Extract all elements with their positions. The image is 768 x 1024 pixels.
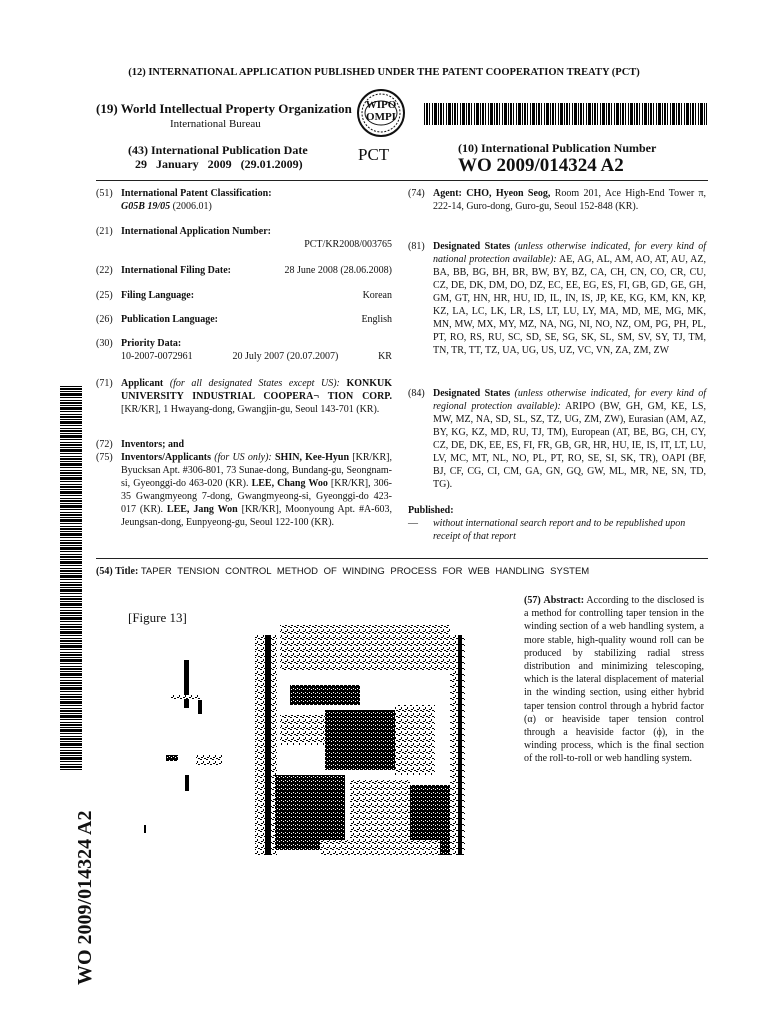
designated-states-national: (81) Designated States (unless otherwise indicated, for every kind of national protection available): AE, AG, AL, AM, AO, AT, AU, AZ, BA, BB, BG, BH, BR, BW, BY, BZ, CA, CH, CN, CO, CR, CU, CZ, DE, DK, DM, DO, DZ, EC, EE, EG, ES, FI, GB, GD, GE, GH, GM, GT, HN, HR, HU, ID, IL, IN, IS, JP, KE, KG, KM, KN, KP, KZ, LA, LC, LK, LR, LS, LT, LU, LY, MA, MD, ME, MG, MK, MN, MW, MX, MY, MZ, NA, NG, NI, NO, NZ, OM, PG, PH, PL, PT, RO, RS, RU, SC, SD, SE, SG, SK, SL, SM, SV, SY, TJ, TM, TN, TR, TT, TZ, UA, UG, US, UZ, VC, VN, ZA, ZM, ZW — [408, 241, 706, 356]
vertical-publication-number: WO 2009/014324 A2 — [74, 810, 96, 985]
title-rule — [96, 558, 708, 559]
pub-number-value: WO 2009/014324 A2 — [458, 155, 624, 176]
ipc-entry: (51) International Patent Classification: G05B 19/05 (2006.01) — [96, 188, 272, 212]
abstract-block: (57) Abstract: According to the disclosed is a method for controlling taper tension in the winding section of a web handling system, a more stable, high-quality wound roll can be produced by stabilizing radial stress distribution and minimizing telescoping, which is the lateral displacement of material in the winding section, using either hybrid taper tension control through a hybrid factor (α) or heaviside taper tension control through a heaviside factor (ϕ), in the winding process, which is the final section of the roll-to-roll or web handling system. — [524, 595, 705, 765]
title-entry: (54) Title: TAPER TENSION CONTROL METHOD OF WINDING PROCESS FOR WEB HANDLING SYSTEM — [96, 566, 590, 577]
published-entry: Published: — without international search report and to be republished upon receipt of that report — [408, 505, 686, 542]
application-number-entry: (21) International Application Number: PCT/KR2008/003765 — [96, 226, 392, 250]
designated-states-regional: (84) Designated States (unless otherwise indicated, for every kind of regional protection available): ARIPO (BW, GH, GM, KE, LS, MW, MZ, NA, SD, SL, SZ, TZ, UG, ZM, ZW), Eurasian (AM, AZ, BY, KG, KZ, MD, RU, TJ, TM), European (AT, BE, BG, CH, CY, CZ, DE, DK, EE, ES, FI, FR, GB, GR, HR, HU, IE, IS, IT, LT, LU, LV, MC, MT, NL, NO, PL, PT, RO, SE, SI, SK, TR), OAPI (BF, BJ, CF, CG, CI, CM, GA, GN, GQ, GW, ML, MR, NE, SN, TD, TG). — [408, 388, 706, 490]
applicant-entry: (71) Applicant (for all designated States except US): KONKUK UNIVERSITY INDUSTRIAL COOPERA¬ TION CORP. [KR/KR], 1 Hwayang-dong, Gwangjin-gu, Seoul 143-701 (KR). — [96, 378, 393, 415]
logo-text-top: WIPO — [365, 99, 397, 111]
wipo-logo — [356, 88, 406, 138]
pct-label: PCT — [358, 145, 390, 164]
priority-entry: (30) Priority Data: 10-2007-0072961 20 July 2007 (20.07.2007) KR — [96, 338, 392, 362]
org-number: (19) — [96, 101, 118, 116]
inventors-applicants-entry: (75) Inventors/Applicants (for US only): SHIN, Kee-Hyun [KR/KR], Byucksan Apt. #306-801, 73 Sunae-dong, Bundang-gu, Seongnam-si, Gyeonggi-do 463-020 (KR). LEE, Chang Woo [KR/KR], 306-35 Gwangmyeong 7-dong, Gwangmyeong-si, Gyeonggi-do 423-017 (KR). LEE, Jang Won [KR/KR], Moonyoung Apt. #A-603, Jeungsan-dong, Eunpyeong-gu, Seoul 122-100 (KR). — [96, 452, 393, 528]
top-barcode — [424, 103, 707, 125]
logo-text-bottom: OMPI — [366, 111, 396, 123]
treaty-line: (12) INTERNATIONAL APPLICATION PUBLISHED UNDER THE PATENT COOPERATION TREATY (PCT) — [128, 67, 640, 78]
figure-caption: [Figure 13] — [128, 610, 187, 625]
bureau-label: International Bureau — [170, 118, 261, 130]
org-block — [96, 102, 352, 115]
filing-language-entry: (25) Filing Language: Korean — [96, 290, 392, 301]
side-barcode — [60, 385, 82, 770]
org-name: World Intellectual Property Organization — [120, 101, 352, 116]
pub-date-value: 29 January 2009 (29.01.2009) — [135, 157, 303, 171]
pub-date-label: (43) International Publication Date — [128, 143, 308, 157]
figure-image — [140, 615, 510, 865]
publication-language-entry: (26) Publication Language: English — [96, 314, 392, 325]
header-rule — [96, 180, 708, 181]
filing-date-entry: (22) International Filing Date: 28 June 2008 (28.06.2008) — [96, 265, 392, 276]
agent-entry: (74) Agent: CHO, Hyeon Seog, Room 201, Ace High-End Tower π, 222-14, Guro-dong, Guro-gu, Seoul 152-848 (KR). — [408, 188, 707, 212]
pub-number-label: (10) International Publication Number — [458, 141, 657, 155]
inventors-entry: (72) Inventors; and — [96, 439, 185, 450]
